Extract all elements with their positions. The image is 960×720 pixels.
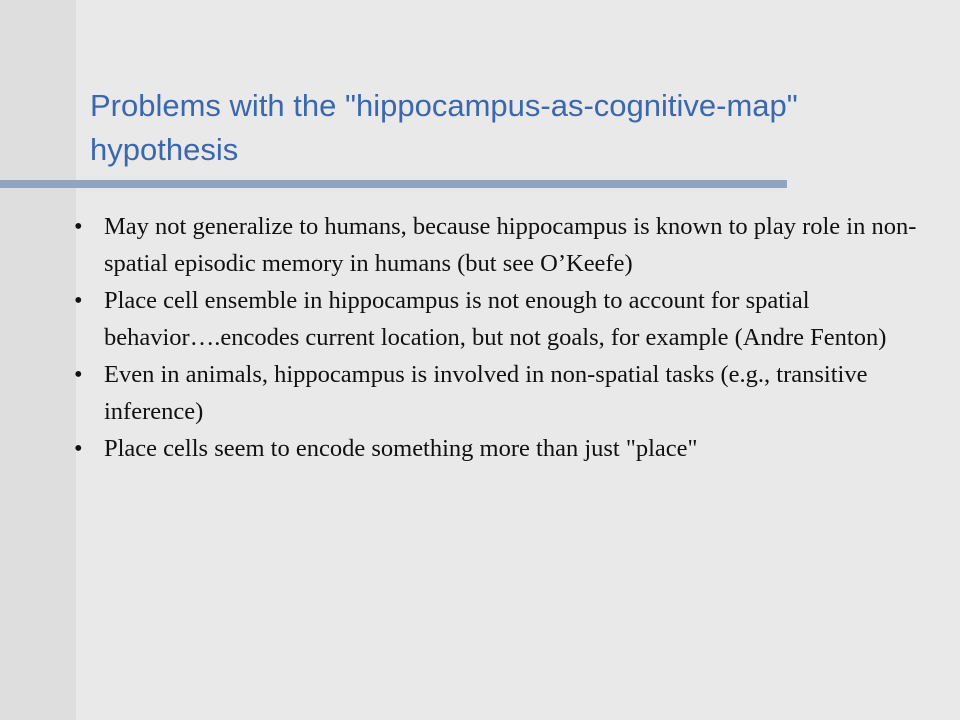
bullet-text: Place cell ensemble in hippocampus is not enough to account for spatial behavior….encodes current location, but not goals, for example (Andre Fenton) (104, 287, 887, 351)
left-margin-strip (0, 0, 76, 720)
bullet-item (74, 208, 934, 282)
bullet-list (74, 208, 934, 467)
bullet-icon: • (74, 361, 83, 388)
bullet-item (74, 282, 934, 356)
bullet-item (74, 430, 934, 467)
bullet-icon: • (74, 213, 83, 240)
bullet-item (74, 356, 934, 430)
bullet-text: May not generalize to humans, because hippocampus is known to play role in non-spatial episodic memory in humans (but see O’Keefe) (104, 213, 917, 277)
bullet-text: Place cells seem to encode something more than just "place" (104, 435, 698, 462)
bullet-icon: • (74, 287, 83, 314)
title-underline-rule (0, 180, 787, 188)
bullet-icon: • (74, 435, 83, 462)
bullet-text: Even in animals, hippocampus is involved in non-spatial tasks (e.g., transitive inference) (104, 361, 868, 425)
slide-title: Problems with the "hippocampus-as-cognitive-map" hypothesis (90, 88, 798, 167)
